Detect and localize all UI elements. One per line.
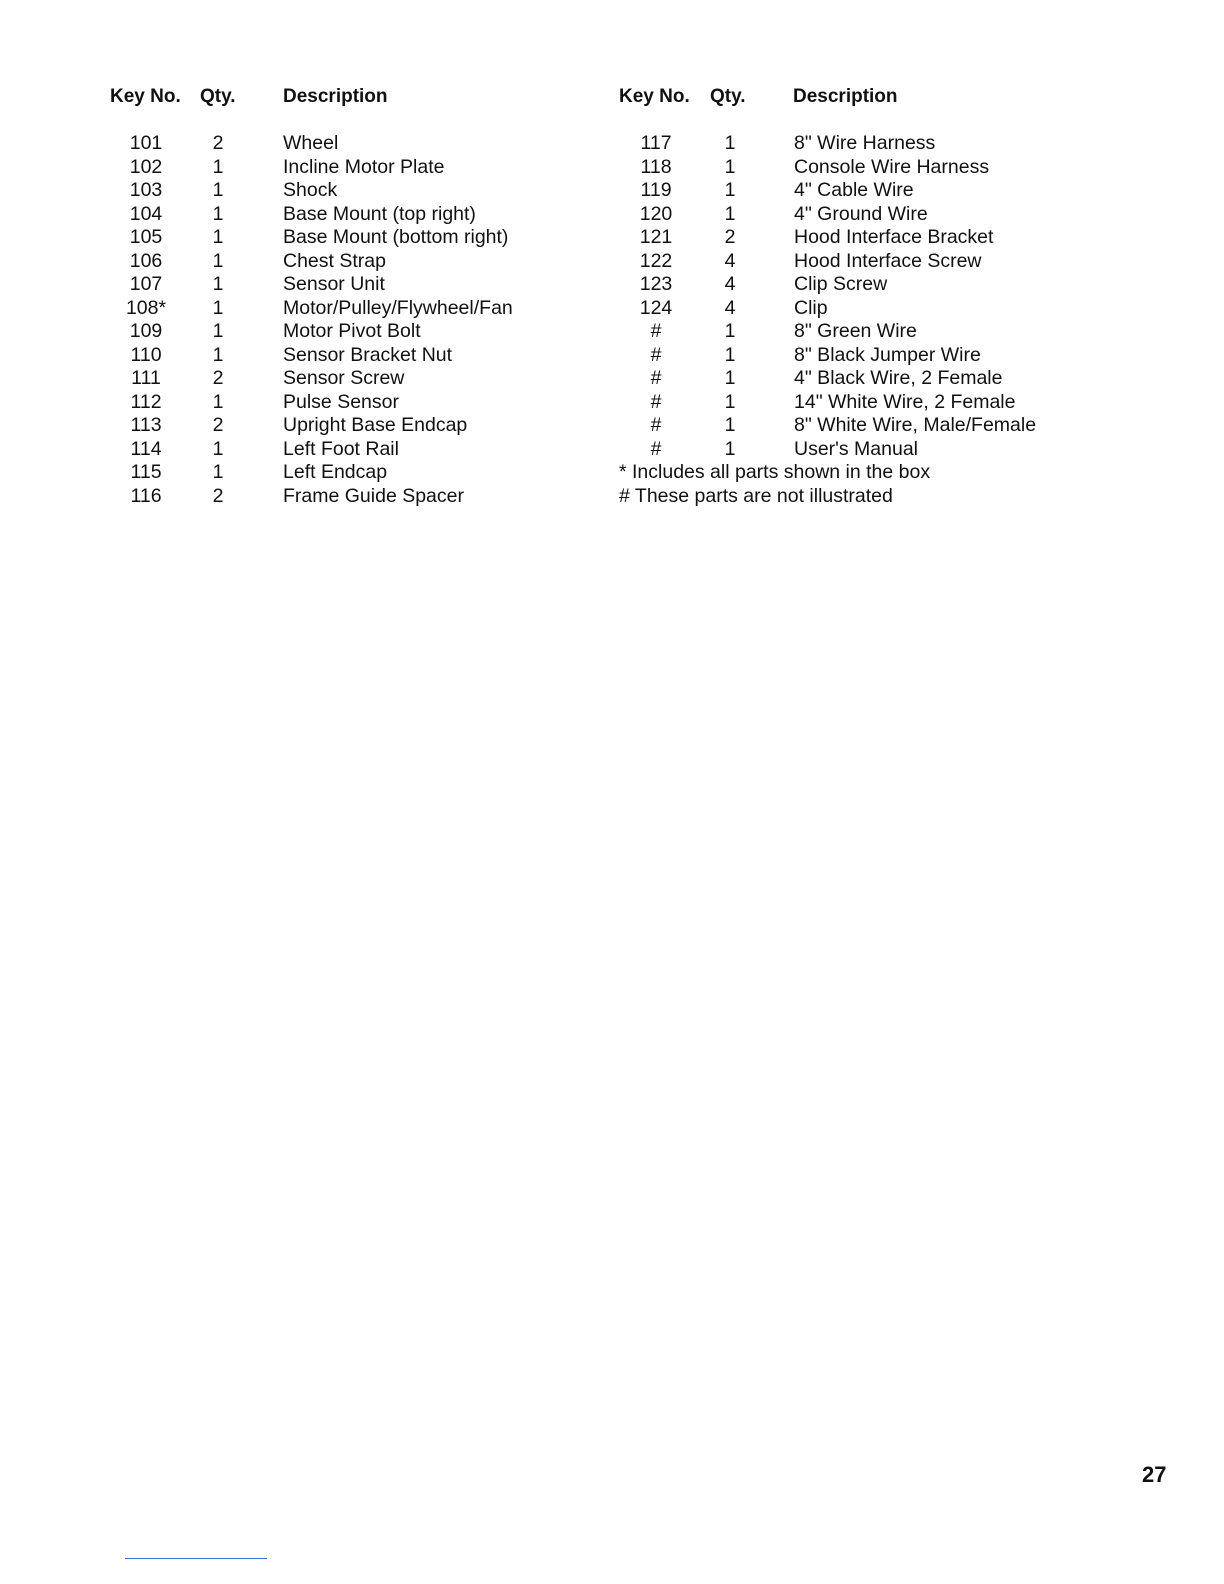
description-cell: Frame Guide Spacer xyxy=(283,484,464,507)
qty-cell: 1 xyxy=(724,367,736,389)
key-no-cell: # xyxy=(650,437,662,460)
key-no-cell: # xyxy=(650,390,662,413)
description-cell: Sensor Bracket Nut xyxy=(283,343,453,366)
description-cell: 4" Cable Wire xyxy=(794,179,914,201)
parts-rows xyxy=(110,132,580,508)
key-no-cell: # xyxy=(650,343,662,366)
qty-cell: 1 xyxy=(212,461,224,483)
qty-cell: 2 xyxy=(724,226,736,248)
key-no-cell: 114 xyxy=(130,437,162,460)
qty-cell: 1 xyxy=(724,343,736,366)
table-row xyxy=(110,273,580,297)
footnote-asterisk: * Includes all parts shown in the box xyxy=(619,461,931,483)
description-cell: Left Endcap xyxy=(283,461,388,483)
qty-cell: 1 xyxy=(724,390,736,413)
qty-cell: 4 xyxy=(724,249,736,272)
table-row xyxy=(110,250,580,274)
description-header: Description xyxy=(283,86,388,107)
parts-rows xyxy=(619,132,1099,461)
qty-cell: 1 xyxy=(212,390,224,413)
table-row xyxy=(619,203,1099,227)
description-cell: Chest Strap xyxy=(283,249,386,272)
key-no-cell: 117 xyxy=(640,132,672,154)
description-cell: Pulse Sensor xyxy=(283,390,399,413)
table-row xyxy=(619,414,1099,438)
description-cell: Base Mount (bottom right) xyxy=(283,226,509,248)
table-row xyxy=(110,320,580,344)
description-cell: Motor/Pulley/Flywheel/Fan xyxy=(283,296,513,319)
qty-cell: 1 xyxy=(212,179,224,201)
key-no-cell: # xyxy=(650,320,662,342)
qty-cell: 1 xyxy=(724,155,736,178)
key-no-header: Key No. xyxy=(619,86,690,107)
description-cell: Incline Motor Plate xyxy=(283,155,445,178)
description-cell: 8" Green Wire xyxy=(794,320,917,342)
key-no-cell: 102 xyxy=(129,155,163,178)
key-no-cell: 116 xyxy=(130,484,162,507)
description-cell: 4" Ground Wire xyxy=(794,202,928,225)
description-cell: Hood Interface Screw xyxy=(794,249,982,272)
table-row xyxy=(619,367,1099,391)
qty-cell: 2 xyxy=(212,414,224,436)
key-no-cell: 121 xyxy=(639,226,673,248)
table-row xyxy=(110,297,580,321)
table-row xyxy=(110,156,580,180)
table-row xyxy=(110,414,580,438)
page-number: 27 xyxy=(1142,1462,1167,1487)
description-cell: Clip Screw xyxy=(794,273,888,295)
qty-cell: 1 xyxy=(724,132,736,154)
key-no-cell: # xyxy=(650,414,662,436)
description-cell: 8" White Wire, Male/Female xyxy=(794,414,1037,436)
qty-cell: 1 xyxy=(724,437,736,460)
qty-cell: 1 xyxy=(724,202,736,225)
description-header: Description xyxy=(793,86,898,107)
table-row xyxy=(619,320,1099,344)
qty-header: Qty. xyxy=(710,86,746,107)
table-row xyxy=(619,156,1099,180)
footnotes xyxy=(619,461,1099,508)
qty-cell: 2 xyxy=(212,132,224,154)
description-cell: Wheel xyxy=(283,132,339,154)
table-row xyxy=(110,367,580,391)
table-row xyxy=(619,297,1099,321)
description-cell: Sensor Screw xyxy=(283,367,405,389)
description-cell: Sensor Unit xyxy=(283,273,385,295)
qty-cell: 2 xyxy=(212,484,224,507)
qty-cell: 1 xyxy=(724,414,736,436)
table-row xyxy=(110,485,580,509)
key-no-cell: 119 xyxy=(640,179,672,201)
table-row xyxy=(619,250,1099,274)
key-no-cell: 112 xyxy=(130,390,162,413)
qty-cell: 4 xyxy=(724,273,736,295)
qty-cell: 2 xyxy=(212,367,224,389)
key-no-cell: 106 xyxy=(129,249,163,272)
qty-cell: 1 xyxy=(212,226,224,248)
qty-cell: 1 xyxy=(212,249,224,272)
table-row xyxy=(110,132,580,156)
key-no-cell: 122 xyxy=(639,249,673,272)
description-cell: 4" Black Wire, 2 Female xyxy=(794,367,1003,389)
table-row xyxy=(619,391,1099,415)
qty-cell: 1 xyxy=(212,343,224,366)
key-no-cell: 104 xyxy=(129,202,163,225)
description-cell: Hood Interface Bracket xyxy=(794,226,994,248)
description-cell: 8" Black Jumper Wire xyxy=(794,343,981,366)
table-row xyxy=(619,179,1099,203)
key-no-cell: 110 xyxy=(130,343,162,366)
qty-cell: 1 xyxy=(212,320,224,342)
table-row xyxy=(110,344,580,368)
table-row xyxy=(619,273,1099,297)
description-cell: Motor Pivot Bolt xyxy=(283,320,421,342)
key-no-cell: # xyxy=(650,367,662,389)
description-cell: Base Mount (top right) xyxy=(283,202,476,225)
table-row xyxy=(110,203,580,227)
key-no-cell: 115 xyxy=(130,461,162,483)
qty-cell: 1 xyxy=(724,179,736,201)
key-no-cell: 124 xyxy=(639,296,673,319)
description-cell: Shock xyxy=(283,179,338,201)
qty-cell: 1 xyxy=(212,296,224,319)
description-cell: Console Wire Harness xyxy=(794,155,990,178)
key-no-cell: 118 xyxy=(640,155,672,178)
key-no-cell: 113 xyxy=(130,414,162,436)
description-cell: Upright Base Endcap xyxy=(283,414,468,436)
table-row xyxy=(619,344,1099,368)
table-row xyxy=(110,226,580,250)
key-no-cell: 111 xyxy=(131,367,161,389)
table-row xyxy=(619,226,1099,250)
qty-cell: 1 xyxy=(212,273,224,295)
description-cell: Left Foot Rail xyxy=(283,437,399,460)
key-no-cell: 108* xyxy=(125,296,167,319)
qty-cell: 4 xyxy=(724,296,736,319)
key-no-header: Key No. xyxy=(110,86,181,107)
parts-list-left xyxy=(110,86,580,508)
key-no-cell: 101 xyxy=(129,132,163,154)
description-cell: Clip xyxy=(794,296,828,319)
description-cell: User's Manual xyxy=(794,437,919,460)
description-cell: 14" White Wire, 2 Female xyxy=(794,390,1016,413)
footer-divider xyxy=(125,1558,267,1559)
key-no-cell: 103 xyxy=(129,179,163,201)
table-row xyxy=(110,179,580,203)
description-cell: 8" Wire Harness xyxy=(794,132,936,154)
qty-header: Qty. xyxy=(200,86,236,107)
table-header xyxy=(110,86,580,112)
table-row xyxy=(110,391,580,415)
qty-cell: 1 xyxy=(212,437,224,460)
key-no-cell: 123 xyxy=(639,273,673,295)
footnote-hash: # These parts are not illustrated xyxy=(619,484,893,507)
qty-cell: 1 xyxy=(212,155,224,178)
table-row xyxy=(110,438,580,462)
table-row xyxy=(619,438,1099,462)
key-no-cell: 120 xyxy=(639,202,673,225)
parts-list-right xyxy=(619,86,1099,508)
table-row xyxy=(619,132,1099,156)
key-no-cell: 109 xyxy=(129,320,163,342)
table-row xyxy=(110,461,580,485)
key-no-cell: 107 xyxy=(129,273,163,295)
qty-cell: 1 xyxy=(724,320,736,342)
qty-cell: 1 xyxy=(212,202,224,225)
table-header xyxy=(619,86,1099,112)
key-no-cell: 105 xyxy=(129,226,163,248)
